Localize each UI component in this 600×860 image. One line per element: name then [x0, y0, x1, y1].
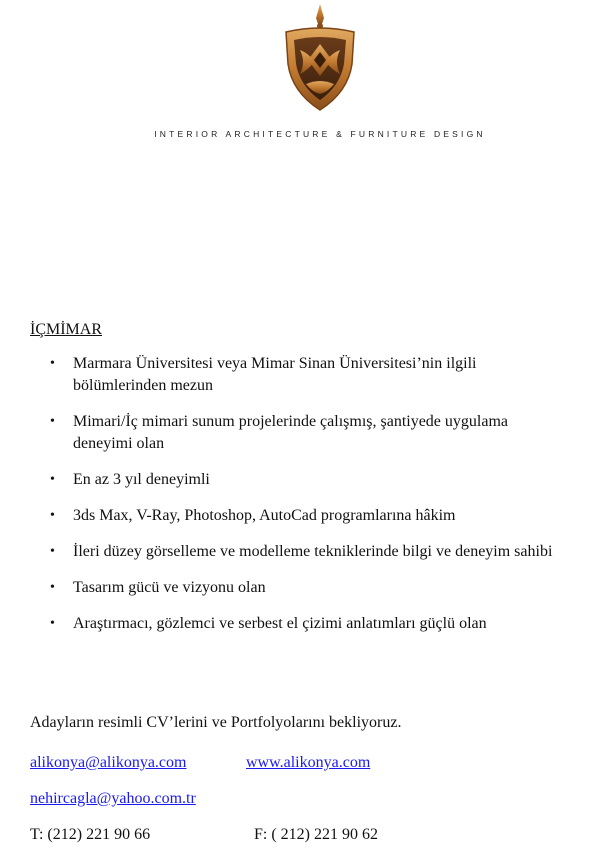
- requirement-text: Mimari/İç mimari sunum projelerinde çalışmış, şantiyede uygulama deneyimi olan: [73, 413, 508, 452]
- fax-number: F: ( 212) 221 90 62: [254, 826, 378, 843]
- bullet-icon: •: [50, 544, 55, 559]
- requirement-text: Tasarım gücü ve vizyonu olan: [73, 579, 266, 596]
- bullet-icon: •: [50, 414, 55, 429]
- requirements-list: [50, 353, 570, 649]
- bullet-icon: •: [50, 508, 55, 523]
- list-item: [50, 505, 570, 527]
- bullet-icon: •: [50, 472, 55, 487]
- company-tagline: INTERIOR ARCHITECTURE & FURNITURE DESIGN: [154, 129, 486, 139]
- email-link-alikonya[interactable]: alikonya@alikonya.com: [30, 754, 187, 771]
- shield-crest-logo-icon: [270, 4, 370, 116]
- list-item: [50, 469, 570, 491]
- header: [0, 0, 600, 150]
- list-item: [50, 577, 570, 599]
- requirement-text: 3ds Max, V-Ray, Photoshop, AutoCad programlarına hâkim: [73, 507, 456, 524]
- requirement-text: Araştırmacı, gözlemci ve serbest el çizimi anlatımları güçlü olan: [73, 615, 487, 632]
- email-link-nehircagla[interactable]: nehircagla@yahoo.com.tr: [30, 790, 196, 807]
- contact-phone-row: [30, 826, 378, 844]
- list-item: [50, 353, 570, 397]
- bullet-icon: •: [50, 580, 55, 595]
- bullet-icon: •: [50, 356, 55, 371]
- list-item: [50, 411, 570, 455]
- requirement-text: Marmara Üniversitesi veya Mimar Sinan Üniversitesi’nin ilgili bölümlerinden mezun: [73, 355, 477, 394]
- phone-number: T: (212) 221 90 66: [30, 826, 151, 843]
- list-item: [50, 541, 570, 563]
- requirement-text: İleri düzey görselleme ve modelleme tekniklerinde bilgi ve deneyim sahibi: [73, 543, 553, 560]
- contact-email-row: [30, 790, 196, 808]
- job-title: İÇMİMAR: [30, 321, 103, 338]
- bullet-icon: •: [50, 616, 55, 631]
- website-link[interactable]: www.alikonya.com: [246, 754, 371, 771]
- application-note: Adayların resimli CV’lerini ve Portfolyolarını bekliyoruz.: [30, 714, 402, 731]
- contact-links-row: [30, 754, 371, 772]
- requirement-text: En az 3 yıl deneyimli: [73, 471, 210, 488]
- list-item: [50, 613, 570, 635]
